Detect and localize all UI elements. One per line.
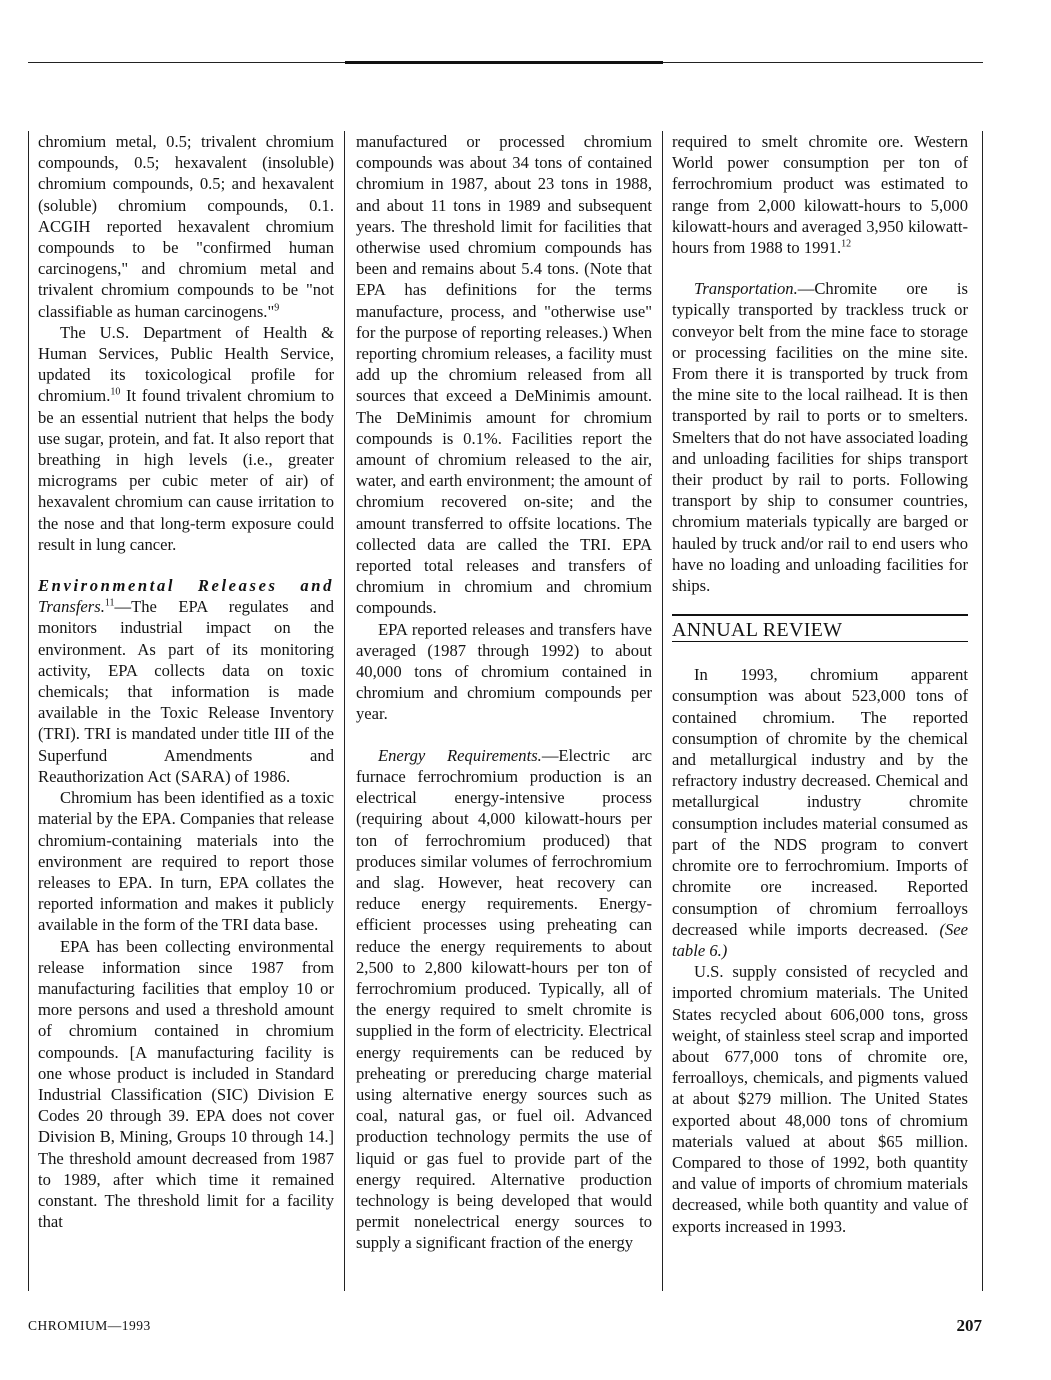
subsection-heading: Transfers.: [38, 597, 105, 617]
paragraph-text: chromium metal, 0.5; trivalent chromium compounds, 0.5; hexavalent (insoluble) chromium compounds, 0.5; and hexavalent (soluble) chromium compounds, 0.1. ACGIH reported hexavalent chromium compounds to be "confirmed human carcinogens," and chromium metal and trivalent chromium compounds to be "not classifiable as human carcinogens.": [38, 132, 334, 321]
paragraph-text: required to smelt chromite ore. Western World power consumption per ton of ferrochromium product was estimated to range from 2,000 kilowatt-hours to 5,000 kilowatt-hours and averaged 3,950 kilowatt-hours from 1988 to 1991.: [672, 132, 968, 258]
paragraph: [38, 131, 334, 322]
column-3: [672, 131, 968, 1237]
subsection-heading: Transportation.: [694, 279, 798, 299]
paragraph: [672, 278, 968, 596]
paragraph: [672, 131, 968, 258]
column-rule: [982, 131, 983, 1291]
paragraph-text: In 1993, chromium apparent consumption was about 523,000 tons of contained chromium. The reported consumption of chromite by the chemical and metallurgical industry and by the refractory industry decreased. Chemical and metallurgical industry chromite consumption includes material consumed as part of the NDS program to convert chromite ore to ferrochromium. Imports of chromite ore increased. Reported consumption of chromium ferroalloys decreased while imports decreased.: [672, 665, 968, 939]
column-rule: [344, 131, 345, 1291]
column-1: [38, 131, 334, 1232]
paragraph: [356, 745, 652, 1254]
paragraph-text: It found trivalent chromium to be an essential nutrient that helps the body use sugar, protein, and fat. It also report that breathing in high levels (i.e., greater micrograms per cubic meter of air) of hexavalent chromium can cause irritation to the nose and that long-term exposure could result in lung cancer.: [38, 386, 334, 554]
paragraph: [672, 664, 968, 961]
paragraph-text: The U.S. Department of Health & Human Services, Public Health Service, updated its toxicological profile for chromium.: [38, 322, 334, 406]
paragraph: Chromium has been identified as a toxic material by the EPA. Companies that release chromium-containing materials into the environment are required to report those releases to EPA. In turn, EPA collates the reported information and makes it publicly available in the form of the TRI data base.: [38, 788, 334, 935]
paragraph: manufactured or processed chromium compounds was about 34 tons of contained chromium in 1987, about 23 tons in 1988, and about 11 tons in 1989 and subsequent years. The threshold limit for facilities that otherwise used chromium compounds has been and remains about 5.4 tons. (Note that EPA has definitions for the terms manufacture, process, and "otherwise use" for the purpose of reporting releases.) When reporting chromium releases, a facility must add up the chromium released from all sources that exceed a DeMinimis amount. The DeMinimis amount for chromium compounds is 0.1%. Facilities report the amount of chromium released to the air, water, and earth environment; the amount of chromium recovered on-site; and the amount transferred to offsite locations. The collected data are called the TRI. EPA reported total releases and transfers of chromium in chromium and chromium compounds.: [356, 132, 652, 618]
paragraph: U.S. supply consisted of recycled and imported chromium materials. The United States recycled about 606,000 tons, gross weight, of stainless steel scrap and imported about 677,000 tons of chromite ore, ferroalloys, chemicals, and pigments valued at about $279 million. The United States exported about 48,000 tons of chromium materials valued at about $65 million. Compared to those of 1992, both quantity and value of imports of chromium materials decreased, while both quantity and value of exports increased in 1993.: [672, 962, 968, 1236]
paragraph-text: —The EPA regulates and monitors industrial impact on the environment. As part of its monitoring activity, EPA collects data on toxic chemicals; that information is made available in the Toxic Release Inventory (TRI). TRI is mandated under title III of the Superfund Amendments and Reauthorization Act (SARA) of 1986.: [38, 597, 334, 786]
footnote-ref: 9: [274, 302, 280, 314]
table-reference: (See table 6.): [672, 919, 968, 960]
footnote-ref: 11: [104, 597, 115, 609]
paragraph: EPA reported releases and transfers have averaged (1987 through 1992) to about 40,000 tons of chromium contained in chromium and chromium compounds per year.: [356, 619, 652, 724]
section-heading: ANNUAL REVIEW: [672, 614, 968, 642]
header-rule-accent: [345, 61, 663, 64]
subsection-heading: Environmental Releases and: [38, 576, 334, 596]
subsection-heading: Energy Requirements.: [378, 745, 542, 765]
paragraph-text: —Electric arc furnace ferrochromium production is an electrical energy-intensive process (requiring about 4,000 kilowatt-hours per ton of ferrochromium produced) that produces similar volumes of ferrochromium and slag. However, heat recovery can reduce energy requirements. Energy-efficient processes using preheating can reduce the energy requirements to about 2,500 to 2,800 kilowatt-hours per ton of ferrochromium produced. Typically, all of the energy required to smelt chromite is supplied in the form of electricity. Electrical energy requirements can be reduced by preheating or prereducing charge material using alternative energy sources such as coal, natural gas, or fuel oil. Advanced production technology permits the use of liquid or gas fuel to provide part of the energy required. Alternative production technology is being developed that would permit nonelectrical energy sources to supply a significant fraction of the energy: [356, 745, 652, 1253]
paragraph-text: —Chromite ore is typically transported by trackless truck or conveyor belt from the mine face to storage or processing facilities on the mine site. From there it is transported by truck from the mine site to the local railhead. It is then transported by rail to ports or to smelters. Smelters that do not have associated loading and unloading facilities for ships transport their product by rail to ports. Following transport by ship to consumer countries, chromium materials typically are barged or hauled by truck and/or rail to end users who have no loading and unloading facilities for ships.: [672, 279, 968, 596]
column-rule: [662, 131, 663, 1291]
running-footer: CHROMIUM—1993: [28, 1318, 151, 1333]
footnote-ref: 10: [110, 386, 121, 398]
column-2: [356, 131, 652, 1254]
paragraph: [38, 322, 334, 555]
footnote-ref: 12: [841, 238, 852, 250]
page-number: 207: [956, 1316, 982, 1335]
column-rule: [28, 131, 29, 1291]
paragraph: [38, 575, 334, 787]
paragraph: EPA has been collecting environmental release information since 1987 from manufacturing facilities that employ 10 or more persons and used a threshold amount of chromium contained in chromium compounds. [A manufacturing facility is one whose product is included in Standard Industrial Classification (SIC) Division E Codes 20 through 39. EPA does not cover Division B, Mining, Groups 10 through 14.] The threshold amount decreased from 1987 to 1989, after which time it remained constant. The threshold limit for a facility that: [38, 936, 334, 1232]
